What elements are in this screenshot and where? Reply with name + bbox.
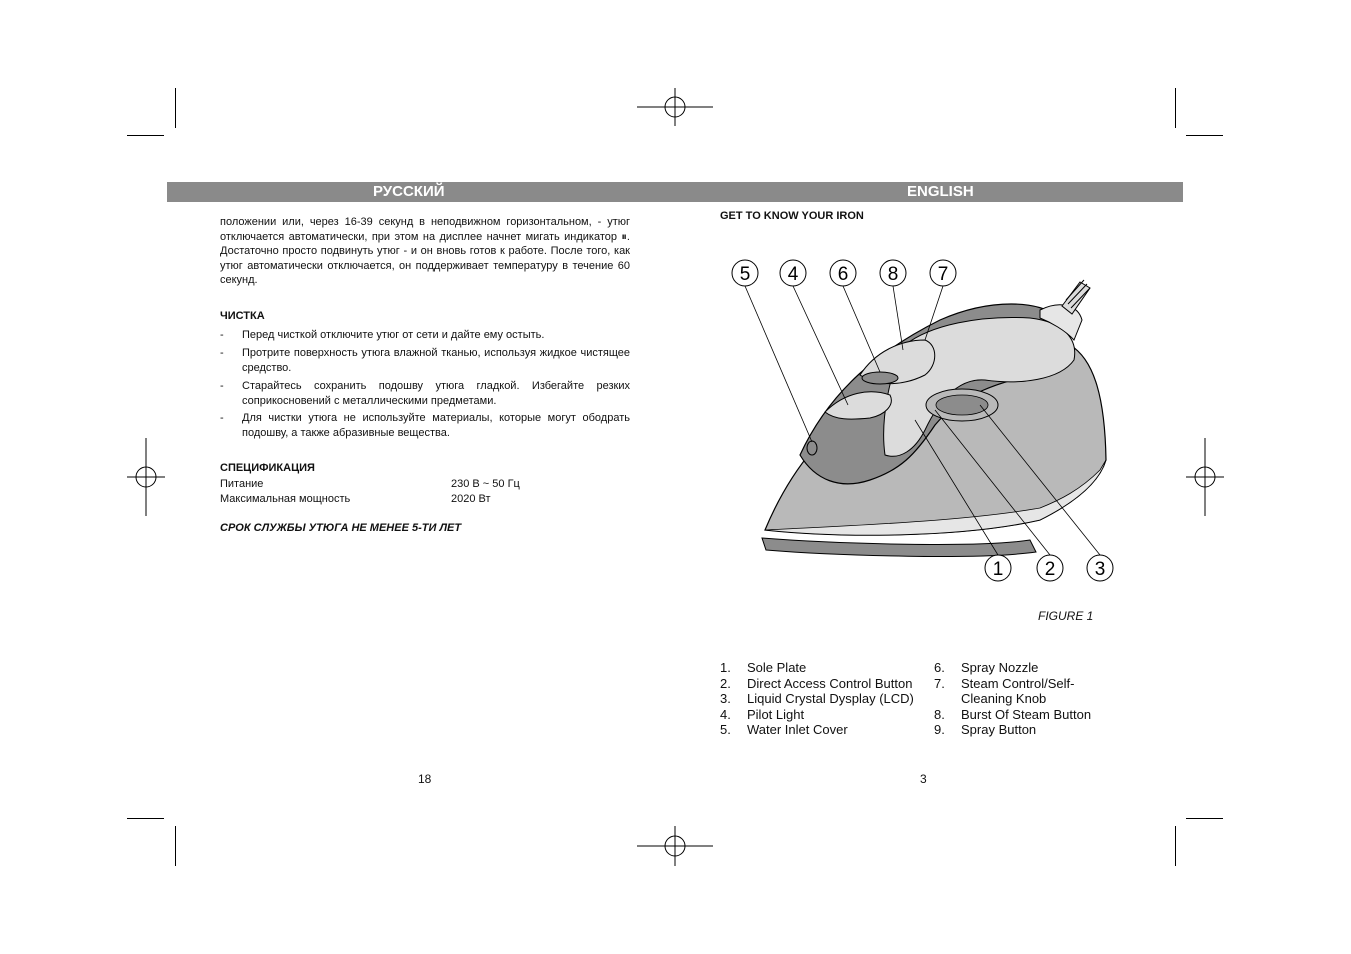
- spec-label-power: Питание: [220, 478, 264, 490]
- cleaning-item: - Для чистки утюга не используйте материалы, которые могут ободрать подошву, а также абразивные вещества.: [220, 412, 630, 439]
- cleaning-item: - Старайтесь сохранить подошву утюга гладкой. Избегайте резких соприкосновений с металлическими предметами.: [220, 380, 630, 407]
- callout-8: 8: [887, 264, 899, 285]
- spec-value-max-power: 2020 Вт: [451, 493, 491, 505]
- russian-intro-paragraph: положении или, через 16-39 секунд в неподвижном горизонтальном, - утюг отключается автоматически, при этом на дисплее начнет мигать индикатор ⏸. Достаточно просто подвинуть утюг - и он вновь готов к работе. После того, как утюг автоматически отключается, он поддерживает температуру в течение 60 секунд.: [220, 216, 630, 286]
- page-number-left: 18: [418, 772, 432, 786]
- english-section-title: GET TO KNOW YOUR IRON: [720, 210, 864, 222]
- callout-3: 3: [1094, 559, 1106, 580]
- callout-7: 7: [937, 264, 949, 285]
- page-number-right: 3: [920, 772, 927, 786]
- spray-button: [862, 372, 898, 384]
- english-header-title: ENGLISH: [907, 183, 974, 200]
- spec-heading: СПЕЦИФИКАЦИЯ: [220, 462, 315, 474]
- pilot-light: [807, 441, 817, 455]
- spec-label-max-power: Максимальная мощность: [220, 493, 351, 505]
- cleaning-item: - Протрите поверхность утюга влажной тканью, используя жидкое чистящее средство.: [220, 347, 630, 374]
- sole-plate: [762, 538, 1036, 556]
- russian-header-title: РУССКИЙ: [373, 183, 445, 200]
- spec-value-power: 230 В ~ 50 Гц: [451, 478, 520, 490]
- callout-1: 1: [992, 559, 1004, 580]
- callout-4: 4: [787, 264, 799, 285]
- cleaning-heading: ЧИСТКА: [220, 310, 265, 322]
- callout-6: 6: [837, 264, 849, 285]
- cleaning-item: - Перед чисткой отключите утюг от сети и дайте ему остыть.: [220, 329, 545, 341]
- callout-2: 2: [1044, 559, 1056, 580]
- figure-caption: FIGURE 1: [1038, 609, 1094, 623]
- legend-right: 6. Spray Nozzle 7. Steam Control/Self- Cleaning Knob 8. Burst Of Steam Button 9. Spray Button: [934, 660, 1092, 737]
- legend-left: 1. Sole Plate 2. Direct Access Control Button 3. Liquid Crystal Dysplay (LCD) 4. Pilot Light 5. Water Inlet Cover: [720, 660, 914, 737]
- service-life-note: СРОК СЛУЖБЫ УТЮГА НЕ МЕНЕЕ 5-ТИ ЛЕТ: [220, 522, 462, 534]
- callout-5: 5: [739, 264, 751, 285]
- power-cord: [1062, 282, 1090, 314]
